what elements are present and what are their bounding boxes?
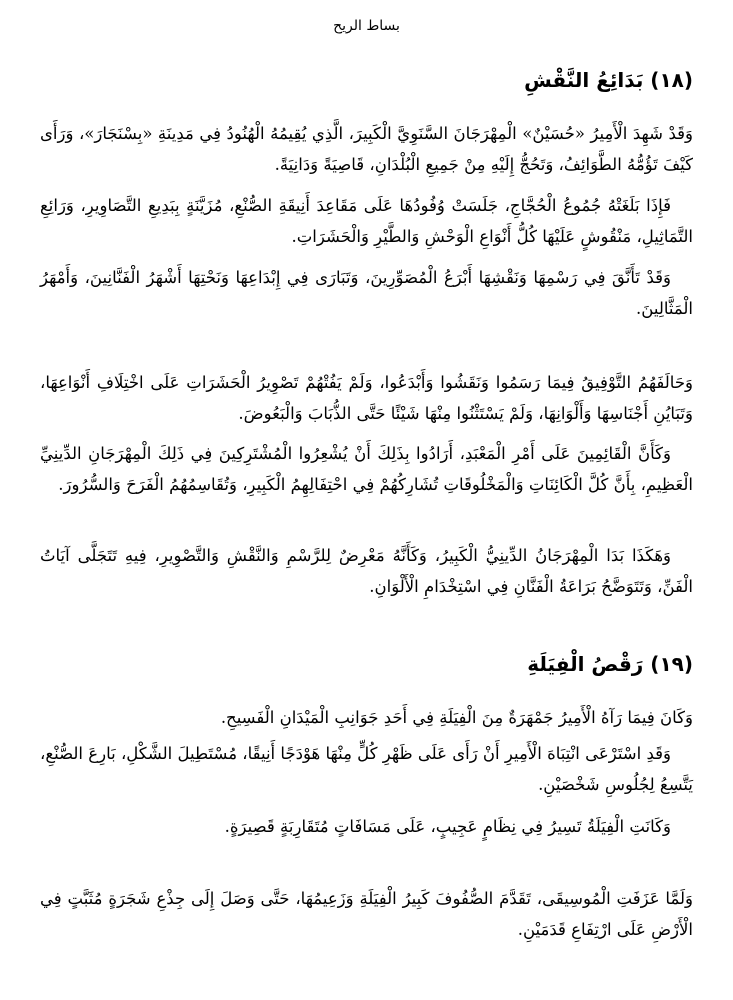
page-header-title: بساط الريح: [333, 18, 400, 34]
paragraph-18-1: وَقَدْ شَهِدَ الْأَمِيرُ «حُسَيْنٌ» الْمِهْرَجَانَ السَّنَوِيَّ الْكَبِيرَ، الَّذِي يُقِيمُهُ الْهُنُودُ فِي مَدِينَةِ «بِسْنَجَارَ»، وَرَأَى كَيْفَ تَؤُمُّهُ الطَّوَائِفُ، وَتَحُجُّ إِلَيْهِ مِنْ جَمِيعِ الْبُلْدَانِ، قَاصِيَةً وَدَانِيَةً.: [40, 124, 693, 174]
paragraph-18-4: وَحَالَفَهُمُ التَّوْفِيقُ فِيمَا رَسَمُوا وَنَقَشُوا وَأَبْدَعُوا، وَلَمْ يَفُتْهُمْ تَصْوِيرُ الْحَشَرَاتِ عَلَى اخْتِلَافِ أَنْوَاعِهَا، وَتَبَايُنِ أَجْنَاسِهَا وَأَلْوَانِهَا، وَلَمْ يَسْتَثْنُوا مِنْهَا شَيْئًا حَتَّى الذُّبَابَ وَالْبَعُوضَ.: [40, 373, 693, 423]
paragraph-18-3: وَقَدْ تَأَنَّقَ فِي رَسْمِهَا وَنَقْشِهَا أَبْرَعُ الْمُصَوِّرِينَ، وَتَبَارَى فِي إِبْدَاعِهَا وَنَحْتِهَا أَشْهَرُ الْفَنَّانِينَ، وَأَمْهَرُ الْمَثَّالِينَ.: [40, 268, 693, 318]
paragraph-18-6: وَهَكَذَا بَدَا الْمِهْرَجَانُ الدِّينِيُّ الْكَبِيرُ، وَكَأَنَّهُ مَعْرِضٌ لِلرَّسْمِ وَالنَّقْشِ وَالتَّصْوِيرِ، فِيهِ تَتَجَلَّى آيَاتُ الْفَنِّ، وَتَتَوَضَّحُ بَرَاعَةُ الْفَنَّانِ فِي اسْتِخْدَامِ الْأَلْوَانِ.: [40, 546, 693, 596]
section-heading-18: (١٨) بَدَائِعُ النَّقْشِ: [524, 68, 693, 92]
paragraph-19-3: وَكَانَتِ الْفِيَلَةُ تَسِيرُ فِي نِظَامٍ عَجِيبٍ، عَلَى مَسَافَاتٍ مُتَقَارِبَةٍ قَصِيرَةٍ.: [224, 817, 671, 836]
paragraph-18-5: وَكَأَنَّ الْقَائِمِينَ عَلَى أَمْرِ الْمَعْبَدِ، أَرَادُوا بِذَلِكَ أَنْ يُشْعِرُوا الْمُشْتَرِكِينَ فِي ذَلِكَ الْمِهْرَجَانِ الدِّينِيِّ الْعَظِيمِ، بِأَنَّ كُلَّ الْكَائِنَاتِ وَالْمَخْلُوقَاتِ تُشَارِكُهُمْ فِي احْتِفَالِهِمُ الْكَبِيرِ، وَتُقَاسِمُهُمُ الْفَرَحَ وَالسُّرُورَ.: [40, 444, 693, 494]
paragraph-18-2: فَإِذَا بَلَغَتْهُ جُمُوعُ الْحُجَّاجِ، جَلَسَتْ وُفُودُهَا عَلَى مَقَاعِدَ أَنِيقَةِ الصُّنْعِ، مُزَيَّنَةٍ بِبَدِيعِ التَّصَاوِيرِ، وَرَائِعِ التَّمَاثِيلِ، مَنْقُوشٍ عَلَيْهَا كُلُّ أَنْوَاعِ الْوَحْشِ وَالطَّيْرِ وَالْحَشَرَاتِ.: [40, 196, 693, 246]
section-heading-19: (١٩) رَقْصُ الْفِيَلَةِ: [527, 652, 693, 676]
paragraph-19-2: وَقَدِ اسْتَرْعَى انْتِبَاهَ الْأَمِيرِ أَنْ رَأَى عَلَى ظَهْرِ كُلٍّ مِنْهَا هَوْدَجًا أَنِيقًا، مُسْتَطِيلَ الشَّكْلِ، بَارِعَ الصُّنْعِ، يَتَّسِعُ لِجُلُوسِ شَخْصَيْنِ.: [40, 744, 693, 794]
paragraph-19-4: وَلَمَّا عَزَفَتِ الْمُوسِيقَى، تَقَدَّمَ الصُّفُوفَ كَبِيرُ الْفِيَلَةِ وَزَعِيمُهَا، حَتَّى وَصَلَ إِلَى جِذْعِ شَجَرَةٍ مُثَبَّتٍ فِي الْأَرْضِ عَلَى ارْتِفَاعِ قَدَمَيْنِ.: [40, 889, 693, 939]
paragraph-19-1: وَكَانَ فِيمَا رَآهُ الْأَمِيرُ جَمْهَرَةٌ مِنَ الْفِيَلَةِ فِي أَحَدِ جَوَانِبِ الْمَيْدَانِ الْفَسِيحِ.: [220, 708, 693, 727]
